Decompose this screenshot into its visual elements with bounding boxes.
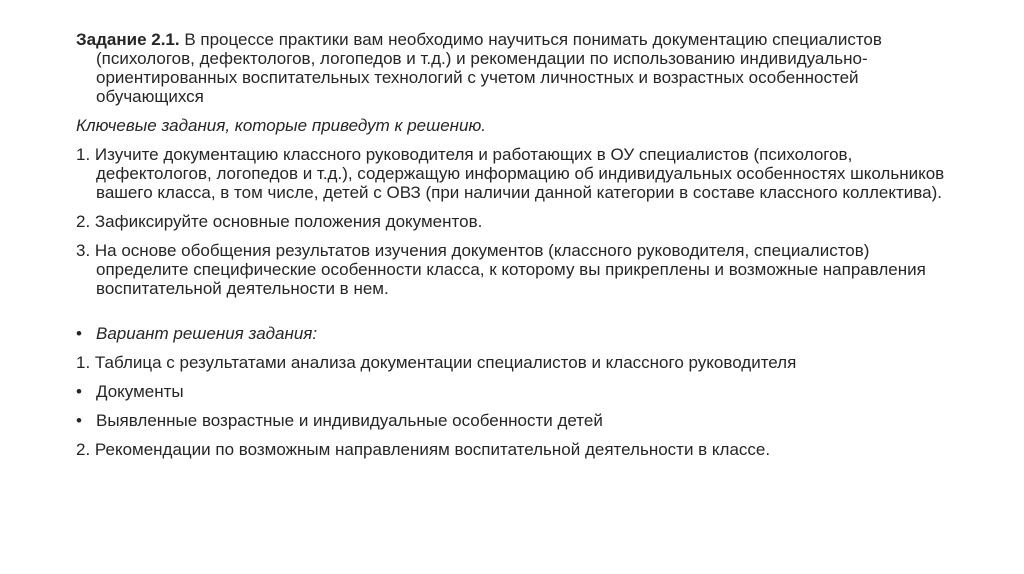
- task-paragraph: [76, 30, 956, 106]
- step-2: 2. Зафиксируйте основные положения документов.: [76, 212, 483, 231]
- solution-sub-item: [76, 382, 956, 401]
- step-3: 3. На основе обобщения результатов изучения документов (классного руководителя, специалистов) определите специфические особенности класса, к которому вы прикреплены и возможные направления воспитательной деятельности в нем.: [76, 241, 926, 298]
- solution-sub-item: [76, 411, 956, 430]
- solution-item-2: 2. Рекомендации по возможным направлениям воспитательной деятельности в классе.: [76, 440, 771, 459]
- task-text: В процессе практики вам необходимо научиться понимать документацию специалистов (психологов, дефектологов, логопедов и т.д.) и рекомендации по использованию индивидуально-ориентированных воспитательных технологий с учетом личностных и возрастных особенностей обучающихся: [96, 30, 882, 106]
- bullet-icon: •: [76, 382, 82, 401]
- solution-item-1: 1. Таблица с результатами анализа документации специалистов и классного руководителя: [76, 353, 797, 372]
- bullet-icon: •: [76, 324, 82, 343]
- solution-title-row: [76, 324, 956, 343]
- key-tasks-title: Ключевые задания, которые приведут к решению.: [76, 116, 487, 135]
- solution-title: Вариант решения задания:: [96, 324, 318, 343]
- slide-content: [76, 30, 956, 469]
- task-heading: Задание 2.1.: [76, 30, 180, 49]
- bullet-icon: •: [76, 411, 82, 430]
- step-1: 1. Изучите документацию классного руководителя и работающих в ОУ специалистов (психологов, дефектологов, логопедов и т.д.), содержащую информацию об индивидуальных особенностях школьников вашего класса, в том числе, детей с ОВЗ (при наличии данной категории в составе классного коллектива).: [76, 145, 945, 202]
- solution-sub-item-text: Документы: [96, 382, 184, 401]
- solution-sub-item-text: Выявленные возрастные и индивидуальные особенности детей: [96, 411, 603, 430]
